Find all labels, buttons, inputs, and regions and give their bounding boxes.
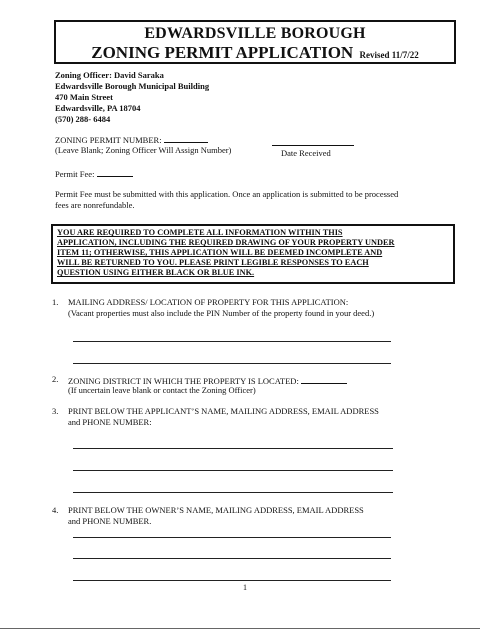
page-number: 1 [243, 583, 247, 592]
question-3-text: PRINT BELOW THE APPLICANT’S NAME, MAILING ADDRESS, EMAIL ADDRESS [68, 406, 379, 416]
permit-fee-label: Permit Fee: [55, 169, 95, 179]
permit-fee-field[interactable] [97, 167, 133, 177]
officer-name: Zoning Officer: David Saraka [55, 70, 164, 80]
zoning-district-field[interactable] [301, 374, 347, 384]
question-1-answer-line[interactable] [73, 341, 391, 342]
permit-fee-row [55, 167, 133, 180]
date-received-label: Date Received [281, 148, 331, 158]
warning-line4: WILL BE RETURNED TO YOU. PLEASE PRINT LEGIBLE RESPONSES TO EACH [57, 258, 369, 267]
question-1-number: 1. [52, 297, 59, 307]
warning-line2: APPLICATION, INCLUDING THE REQUIRED DRAWING OF YOUR PROPERTY UNDER [57, 238, 395, 247]
officer-street: 470 Main Street [55, 92, 113, 102]
question-4-note: and PHONE NUMBER. [68, 516, 152, 526]
borough-title: EDWARDSVILLE BOROUGH [144, 25, 366, 42]
question-4-number: 4. [52, 505, 59, 515]
question-1-text: MAILING ADDRESS/ LOCATION OF PROPERTY FOR THIS APPLICATION: [68, 297, 349, 307]
permit-number-label: ZONING PERMIT NUMBER: [55, 135, 162, 145]
title-box [54, 20, 456, 64]
question-3-note: and PHONE NUMBER: [68, 417, 152, 427]
date-received-field[interactable] [272, 145, 354, 146]
question-2-number: 2. [52, 374, 59, 384]
question-3-answer-line[interactable] [73, 448, 393, 449]
form-title [56, 43, 454, 63]
warning-line5: QUESTION USING EITHER BLACK OR BLUE INK. [57, 268, 255, 277]
question-1-answer-line[interactable] [73, 363, 391, 364]
page-bottom-edge [0, 628, 480, 629]
fee-notice-line1: Permit Fee must be submitted with this application. Once an application is submitted to be processed [55, 189, 399, 199]
warning-line3: ITEM 11; OTHERWISE, THIS APPLICATION WILL BE DEEMED INCOMPLETE AND [57, 248, 383, 257]
officer-city: Edwardsville, PA 18704 [55, 103, 141, 113]
question-2-text: ZONING DISTRICT IN WHICH THE PROPERTY IS LOCATED: [68, 376, 299, 386]
instructions-warning-box [51, 224, 455, 284]
form-title-text: ZONING PERMIT APPLICATION [91, 43, 354, 62]
question-3-number: 3. [52, 406, 59, 416]
question-4-text: PRINT BELOW THE OWNER’S NAME, MAILING ADDRESS, EMAIL ADDRESS [68, 505, 364, 515]
question-4-answer-line[interactable] [73, 537, 391, 538]
permit-number-note: (Leave Blank; Zoning Officer Will Assign Number) [55, 145, 232, 155]
warning-line1: YOU ARE REQUIRED TO COMPLETE ALL INFORMATION WITHIN THIS [57, 228, 343, 237]
officer-contact-block [55, 70, 209, 125]
question-1-note: (Vacant properties must also include the PIN Number of the property found in your deed.) [68, 308, 375, 318]
officer-building: Edwardsville Borough Municipal Building [55, 81, 210, 91]
question-3-answer-line[interactable] [73, 470, 393, 471]
revision-date: Revised 11/7/22 [359, 50, 419, 60]
question-4-answer-line[interactable] [73, 580, 391, 581]
question-2-note: (If uncertain leave blank or contact the Zoning Officer) [68, 385, 256, 395]
question-3-answer-line[interactable] [73, 492, 393, 493]
officer-phone: (570) 288- 6484 [55, 114, 111, 124]
fee-notice-line2: fees are nonrefundable. [55, 200, 135, 210]
permit-number-field[interactable] [164, 133, 208, 143]
question-4-answer-line[interactable] [73, 558, 391, 559]
